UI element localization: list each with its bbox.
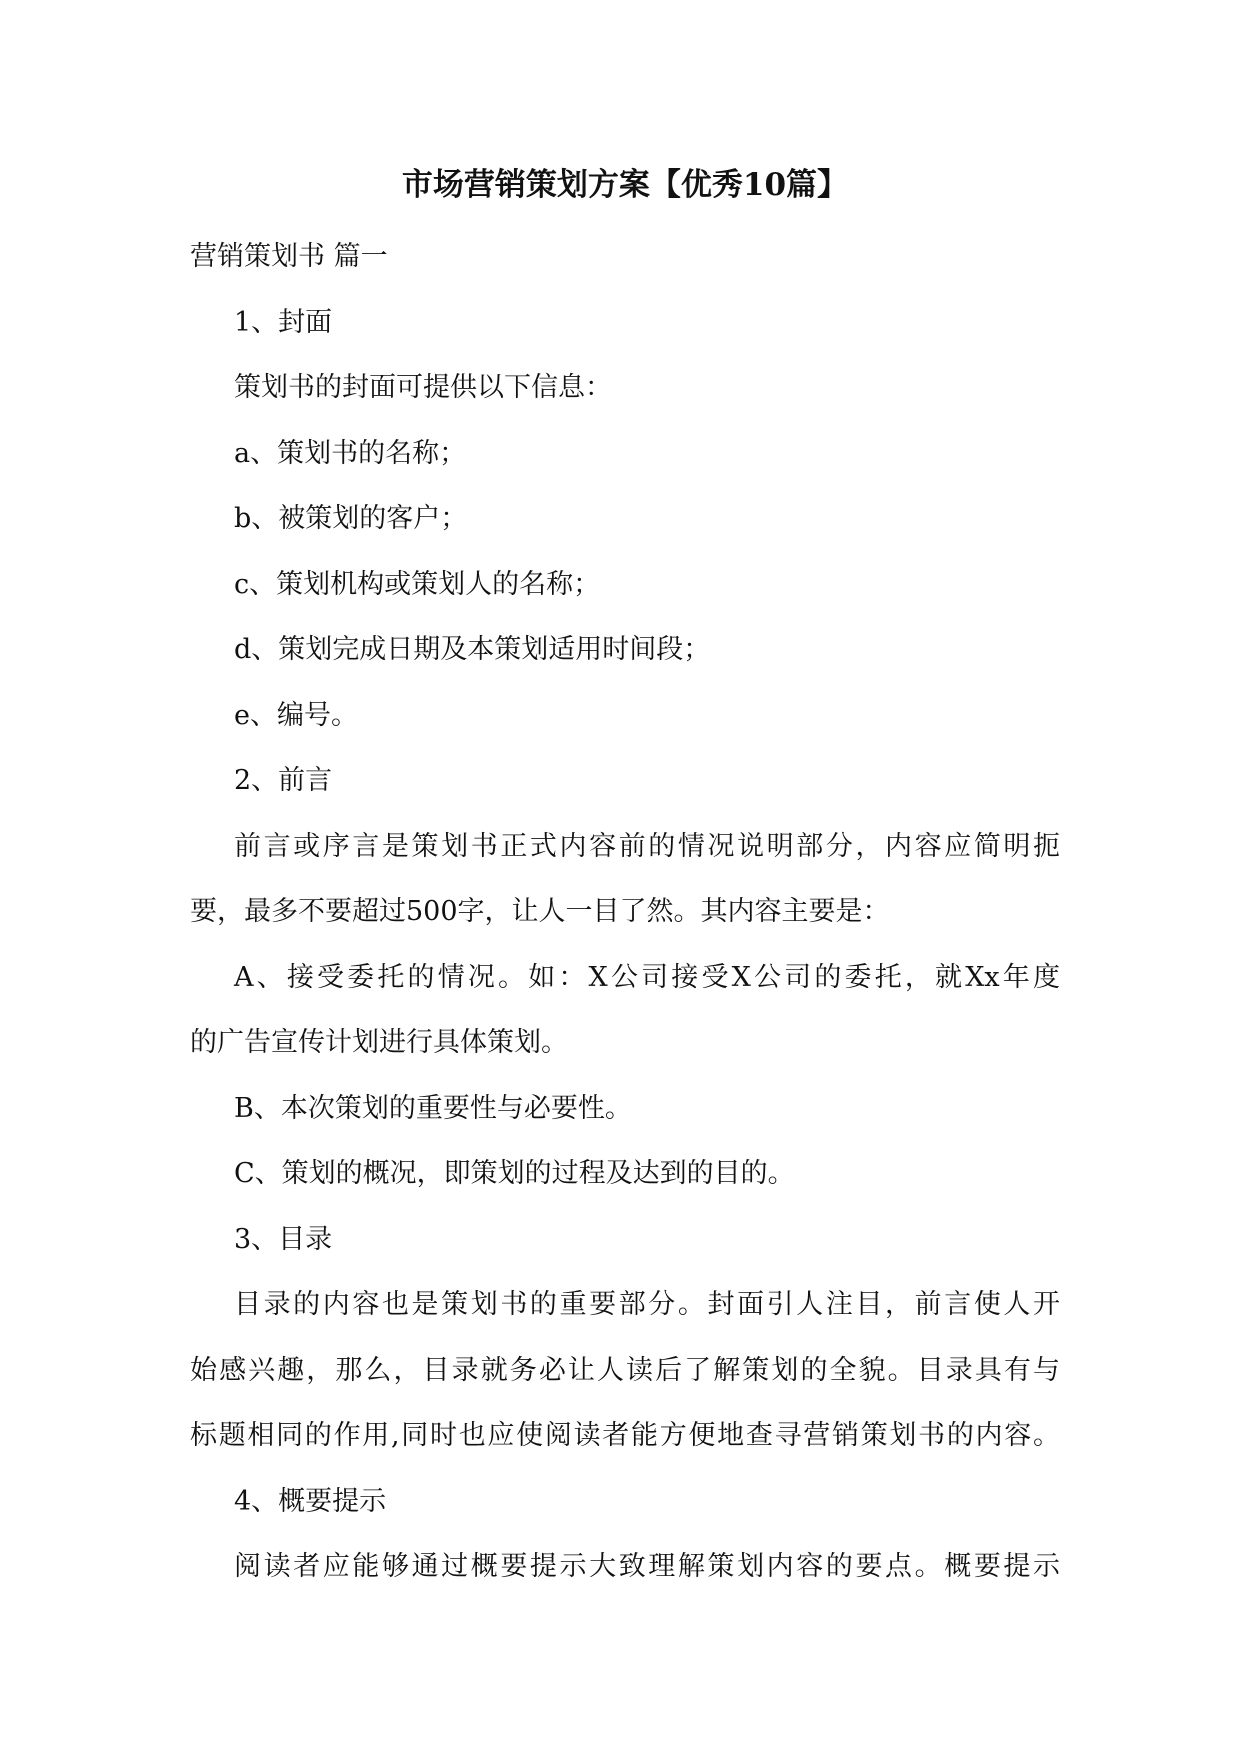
list-item: c、策划机构或策划人的名称； [234, 568, 601, 600]
section-heading: 营销策划书 篇一 [190, 241, 388, 272]
document-page [190, 0, 1060, 1754]
item-heading: 3、目录 [234, 1223, 333, 1255]
item-heading: 2、前言 [234, 765, 333, 796]
paragraph-line: 要，最多不要超过500字，让人一目了然。其内容主要是： [190, 896, 890, 927]
paragraph-line: 前言或序言是策划书正式内容前的情况说明部分，内容应简明扼 [234, 830, 1060, 862]
paragraph-line: 阅读者应能够通过概要提示大致理解策划内容的要点。概要提示 [234, 1551, 1060, 1582]
list-item: d、策划完成日期及本策划适用时间段； [234, 634, 711, 665]
paragraph-line: 策划书的封面可提供以下信息： [234, 372, 612, 403]
item-heading: 1、封面 [234, 306, 333, 338]
paragraph-line: 标题相同的作用,同时也应使阅读者能方便地查寻营销策划书的内容。 [190, 1420, 1060, 1451]
list-item: C、策划的概况，即策划的过程及达到的目的。 [234, 1158, 795, 1189]
list-item: e、编号。 [234, 699, 358, 731]
list-item: a、策划书的名称； [234, 437, 467, 469]
paragraph-line: 目录的内容也是策划书的重要部分。封面引人注目，前言使人开 [234, 1289, 1060, 1320]
document-body [190, 224, 1060, 1600]
item-heading: 4、概要提示 [234, 1485, 387, 1517]
list-item: B、本次策划的重要性与必要性。 [234, 1092, 632, 1124]
list-item: A、接受委托的情况。如：X公司接受X公司的委托，就Xx年度 [234, 961, 1060, 993]
paragraph-line: 始感兴趣，那么，目录就务必让人读后了解策划的全貌。目录具有与 [190, 1354, 1060, 1386]
paragraph-line: 的广告宣传计划进行具体策划。 [190, 1027, 568, 1058]
list-item: b、被策划的客户； [234, 503, 468, 534]
document-title: 市场营销策划方案【优秀10篇】 [401, 167, 849, 203]
